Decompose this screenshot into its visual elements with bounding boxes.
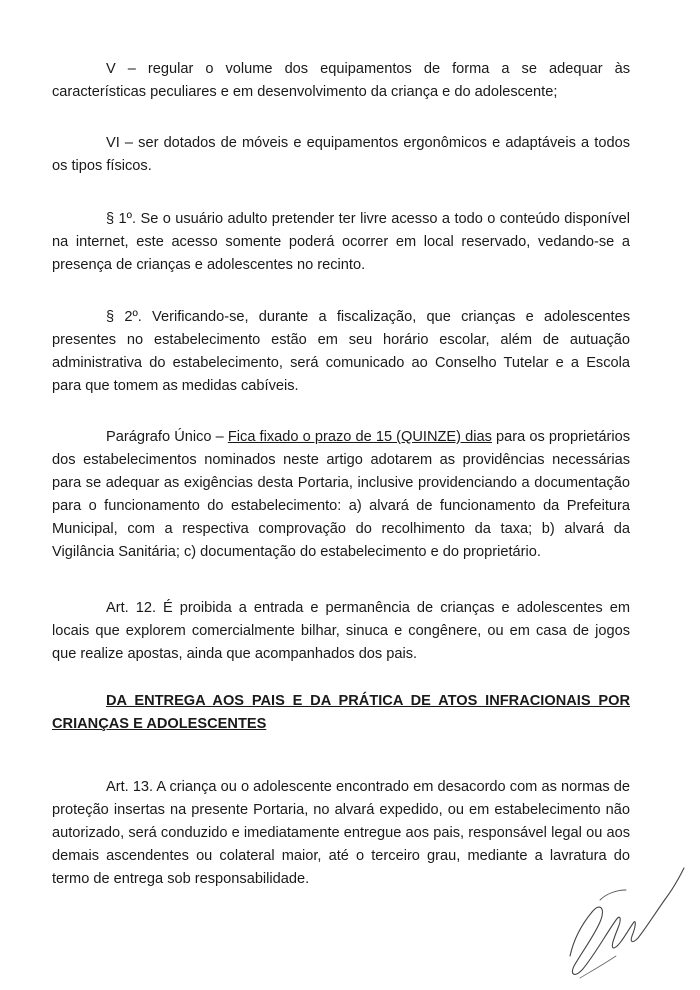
- paragrafo-unico-deadline: Fica fixado o prazo de 15 (QUINZE) dias: [227, 429, 492, 445]
- paragrafo-unico-prefix: Parágrafo Único –: [106, 429, 228, 445]
- item-vi-text: VI – ser dotados de móveis e equipamentos ergonômicos e adaptáveis a todos os tipos físicos.: [52, 135, 630, 174]
- article-12: [52, 597, 630, 666]
- item-v: [52, 58, 630, 104]
- item-vi: [52, 132, 630, 178]
- section-heading: [52, 690, 630, 736]
- signature-initials: [560, 838, 690, 988]
- section-heading-line-2: CRIANÇAS E ADOLESCENTES: [52, 716, 267, 732]
- item-v-text: V – regular o volume dos equipamentos de forma a se adequar às características peculiares e em desenvolvimento da criança e do adolescente;: [52, 61, 630, 100]
- article-13-text: Art. 13. A criança ou o adolescente encontrado em desacordo com as normas de proteção insertas na presente Portaria, no alvará expedido, ou em estabelecimento não autorizado, será conduzido e imediatamente entregue aos pais, responsável legal ou aos demais ascendentes ou colateral maior, até o terceiro grau, mediante a lavratura do termo de entrega sob responsabilidade.: [52, 779, 630, 887]
- section-heading-line-1: DA ENTREGA AOS PAIS E DA PRÁTICA DE ATOS INFRACIONAIS POR: [106, 693, 630, 709]
- paragrafo-unico: [52, 426, 630, 564]
- paragraph-1-text: § 1º. Se o usuário adulto pretender ter livre acesso a todo o conteúdo disponível na internet, este acesso somente poderá ocorrer em local reservado, vedando-se a presença de crianças e adolescentes no recinto.: [52, 211, 630, 273]
- article-13: [52, 776, 630, 891]
- paragraph-1: [52, 208, 630, 277]
- article-12-text: Art. 12. É proibida a entrada e permanência de crianças e adolescentes em locais que explorem comercialmente bilhar, sinuca e congênere, ou em casa de jogos que realize apostas, ainda que acompanhados dos pais.: [52, 600, 630, 662]
- paragraph-2: [52, 306, 630, 398]
- paragraph-2-text: § 2º. Verificando-se, durante a fiscalização, que crianças e adolescentes presentes no estabelecimento estão em seu horário escolar, além de autuação administrativa do estabelecimento, será comunicado ao Conselho Tutelar e a Escola para que tomem as medidas cabíveis.: [52, 309, 630, 394]
- paragrafo-unico-text: para os proprietários dos estabelecimentos nominados neste artigo adotarem as providências necessárias para se adequar as exigências desta Portaria, inclusive providenciando a documentação para o funcionamento do estabelecimento: a) alvará de funcionamento da Prefeitura Municipal, com a respectiva comprovação do recolhimento da taxa; b) alvará da Vigilância Sanitária; c) documentação do estabelecimento e do proprietário.: [52, 429, 631, 560]
